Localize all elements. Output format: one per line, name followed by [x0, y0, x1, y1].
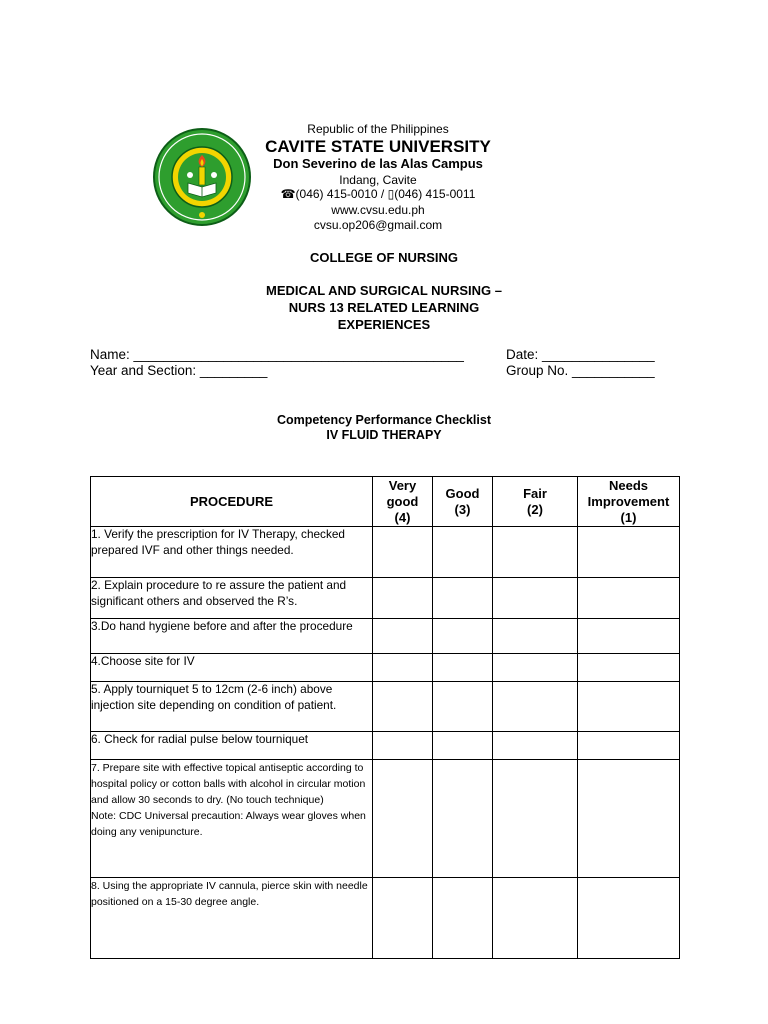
- score-cell-good[interactable]: [433, 682, 493, 732]
- score-cell-very-good[interactable]: [373, 527, 433, 578]
- score-cell-fair[interactable]: [493, 654, 578, 682]
- procedure-step-2: 2. Explain procedure to re assure the patient and significant others and observed the R’s.: [91, 578, 373, 619]
- republic-line: Republic of the Philippines: [307, 122, 449, 136]
- location: Indang, Cavite: [339, 173, 417, 187]
- score-cell-fair[interactable]: [493, 732, 578, 760]
- year-section-field[interactable]: Year and Section: _________: [90, 363, 268, 378]
- procedure-step-1: 1. Verify the prescription for IV Therapy, checked prepared IVF and other things needed.: [91, 527, 373, 578]
- score-cell-needs-improvement[interactable]: [578, 732, 680, 760]
- table-row: [91, 760, 680, 878]
- date-field[interactable]: Date: _______________: [506, 347, 655, 362]
- university-name: CAVITE STATE UNIVERSITY: [265, 137, 491, 156]
- table-row: [91, 527, 680, 578]
- score-cell-good[interactable]: [433, 732, 493, 760]
- table-row: [91, 578, 680, 619]
- score-cell-needs-improvement[interactable]: [578, 760, 680, 878]
- score-cell-needs-improvement[interactable]: [578, 682, 680, 732]
- score-cell-good[interactable]: [433, 578, 493, 619]
- score-cell-very-good[interactable]: [373, 760, 433, 878]
- table-row: [91, 619, 680, 654]
- university-seal-logo: [152, 127, 252, 227]
- seal-icon: [152, 127, 252, 227]
- score-cell-fair[interactable]: [493, 527, 578, 578]
- checklist-table: [90, 476, 680, 959]
- very-good-header: Very good (4): [373, 477, 433, 527]
- name-field[interactable]: Name: ____________________________________________: [90, 347, 464, 362]
- campus-name: Don Severino de las Alas Campus: [273, 156, 483, 171]
- procedure-step-7: [91, 760, 373, 878]
- procedure-step-4: 4.Choose site for IV: [91, 654, 373, 682]
- course-title: [90, 282, 678, 333]
- college-name: COLLEGE OF NURSING: [309, 250, 459, 265]
- score-cell-needs-improvement[interactable]: [578, 619, 680, 654]
- score-cell-very-good[interactable]: [373, 654, 433, 682]
- table-row: [91, 654, 680, 682]
- score-cell-needs-improvement[interactable]: [578, 527, 680, 578]
- website-link[interactable]: www.cvsu.edu.ph: [331, 203, 425, 217]
- score-cell-good[interactable]: [433, 619, 493, 654]
- score-cell-very-good[interactable]: [373, 682, 433, 732]
- score-cell-needs-improvement[interactable]: [578, 878, 680, 959]
- procedure-step-6: 6. Check for radial pulse below tourniquet: [91, 732, 373, 760]
- procedure-step-7-text: 7. Prepare site with effective topical antiseptic according to hospital policy or cotton balls with alcohol in circular motion and allow 30 seconds to dry. (No touch technique): [91, 762, 366, 806]
- score-cell-good[interactable]: [433, 878, 493, 959]
- score-cell-very-good[interactable]: [373, 878, 433, 959]
- score-cell-needs-improvement[interactable]: [578, 578, 680, 619]
- course-line-1: MEDICAL AND SURGICAL NURSING –: [266, 283, 502, 298]
- table-row: [91, 732, 680, 760]
- table-row: [91, 878, 680, 959]
- score-cell-good[interactable]: [433, 654, 493, 682]
- score-cell-very-good[interactable]: [373, 732, 433, 760]
- checklist-title: [90, 413, 678, 443]
- table-header-row: [91, 477, 680, 527]
- score-cell-good[interactable]: [433, 527, 493, 578]
- email-link[interactable]: cvsu.op206@gmail.com: [313, 218, 443, 232]
- phone-numbers: ☎(046) 415-0010 / ▯(046) 415-0011: [280, 187, 476, 201]
- needs-improvement-header: Needs Improvement (1): [578, 477, 680, 527]
- procedure-step-7-note: Note: CDC Universal precaution: Always wear gloves when doing any venipuncture.: [91, 810, 366, 838]
- score-cell-fair[interactable]: [493, 760, 578, 878]
- checklist-subtitle: IV FLUID THERAPY: [326, 428, 442, 442]
- procedure-header: PROCEDURE: [91, 477, 373, 527]
- fair-header: Fair (2): [493, 477, 578, 527]
- score-cell-fair[interactable]: [493, 878, 578, 959]
- score-cell-fair[interactable]: [493, 578, 578, 619]
- checklist-title-line: Competency Performance Checklist: [277, 413, 491, 427]
- score-cell-very-good[interactable]: [373, 578, 433, 619]
- course-line-2: NURS 13 RELATED LEARNING: [288, 300, 480, 315]
- score-cell-good[interactable]: [433, 760, 493, 878]
- procedure-step-3: 3.Do hand hygiene before and after the procedure: [91, 619, 373, 654]
- procedure-step-5: 5. Apply tourniquet 5 to 12cm (2-6 inch) above injection site depending on condition of patient.: [91, 682, 373, 732]
- score-cell-needs-improvement[interactable]: [578, 654, 680, 682]
- group-field[interactable]: Group No. ___________: [506, 363, 655, 378]
- score-cell-fair[interactable]: [493, 619, 578, 654]
- course-line-3: EXPERIENCES: [337, 317, 431, 332]
- table-row: [91, 682, 680, 732]
- score-cell-fair[interactable]: [493, 682, 578, 732]
- procedure-step-8: 8. Using the appropriate IV cannula, pierce skin with needle positioned on a 15-30 degree angle.: [91, 878, 373, 959]
- score-cell-very-good[interactable]: [373, 619, 433, 654]
- good-header: Good (3): [433, 477, 493, 527]
